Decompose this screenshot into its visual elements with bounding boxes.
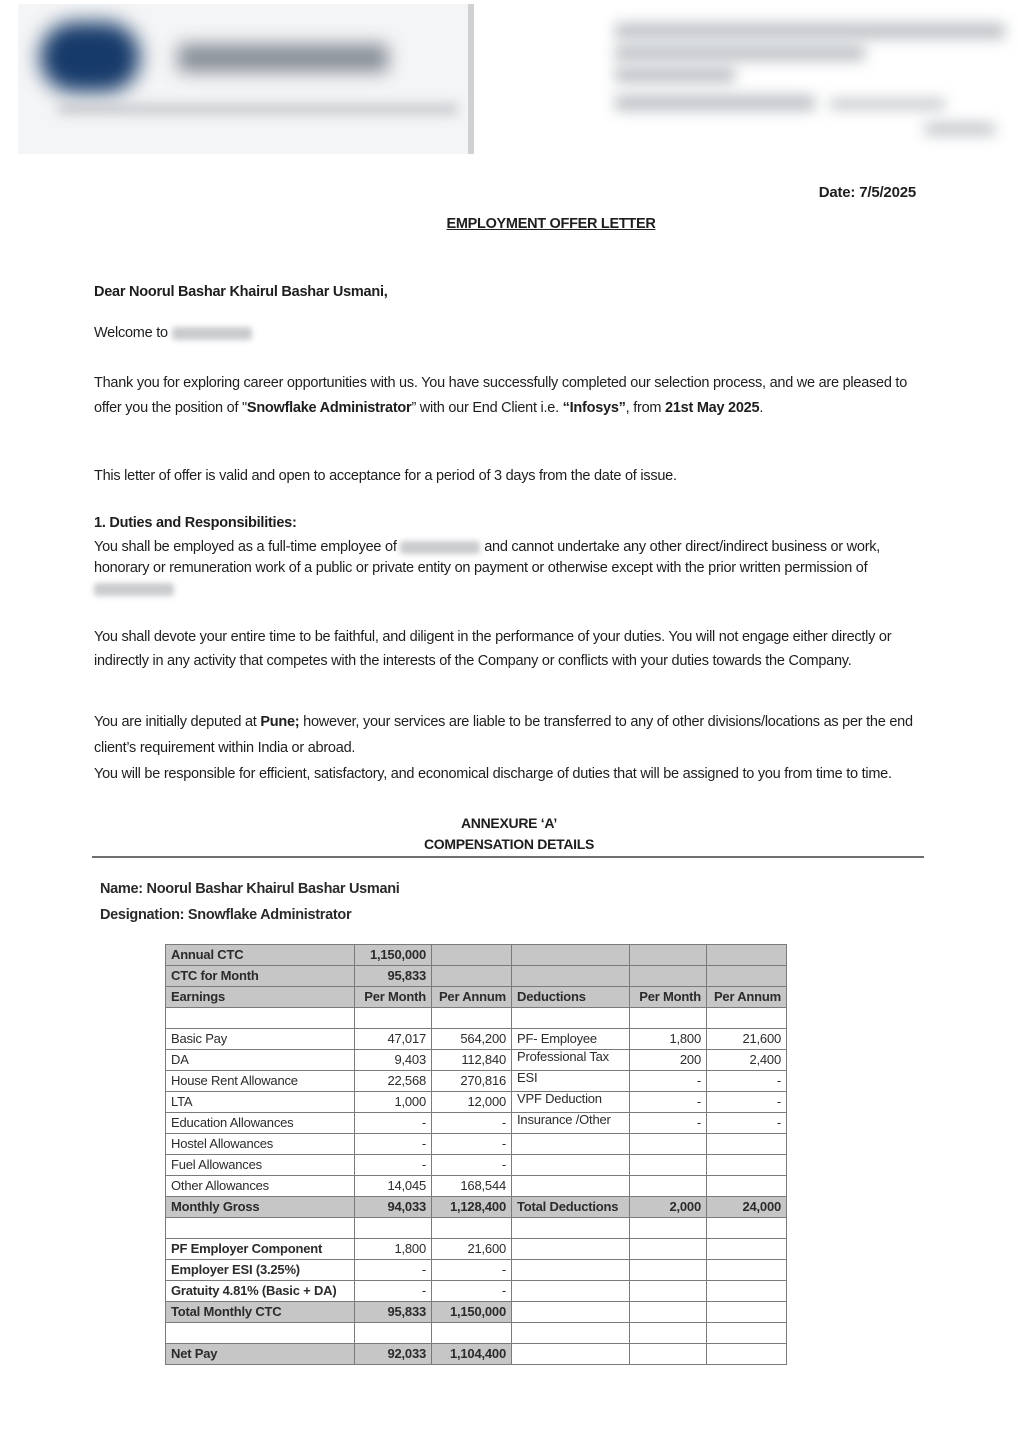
table-cell bbox=[512, 1218, 630, 1239]
table-cell bbox=[512, 1344, 630, 1365]
table-cell bbox=[355, 1323, 432, 1344]
table-cell bbox=[707, 966, 787, 987]
table-cell bbox=[512, 1302, 630, 1323]
amount-cell: - bbox=[355, 1134, 432, 1155]
earnings-row bbox=[166, 1134, 787, 1155]
table-cell bbox=[512, 1323, 630, 1344]
employer-component-label: PF Employer Component bbox=[166, 1239, 355, 1260]
amount-cell: 112,840 bbox=[432, 1050, 512, 1071]
amount-cell bbox=[707, 1155, 787, 1176]
logo-wordmark-redacted bbox=[178, 44, 388, 72]
net-pay-label: Net Pay bbox=[166, 1344, 355, 1365]
total-deductions-label: Total Deductions bbox=[512, 1197, 630, 1218]
table-cell bbox=[630, 1323, 707, 1344]
employer-row bbox=[166, 1239, 787, 1260]
deduction-label: Insurance /Other bbox=[512, 1113, 630, 1134]
amount-cell bbox=[630, 1155, 707, 1176]
logo-icon bbox=[40, 22, 140, 92]
amount-cell: 1,800 bbox=[355, 1239, 432, 1260]
table-cell bbox=[707, 1218, 787, 1239]
ctc-month-label: CTC for Month bbox=[166, 966, 355, 987]
amount-cell: 1,000 bbox=[355, 1092, 432, 1113]
table-cell bbox=[432, 1008, 512, 1029]
deduction-label bbox=[512, 1155, 630, 1176]
table-cell bbox=[432, 1323, 512, 1344]
ctc-month-row bbox=[166, 966, 787, 987]
earnings-row bbox=[166, 1050, 787, 1071]
amount-cell: 12,000 bbox=[432, 1092, 512, 1113]
total-monthly-ctc-row bbox=[166, 1302, 787, 1323]
total-amount: 24,000 bbox=[707, 1197, 787, 1218]
letter-date: Date: 7/5/2025 bbox=[818, 184, 916, 201]
amount-cell: - bbox=[432, 1260, 512, 1281]
column-header: Per Annum bbox=[432, 987, 512, 1008]
amount-cell: - bbox=[432, 1281, 512, 1302]
amount-cell: - bbox=[630, 1113, 707, 1134]
welcome-line: Welcome to bbox=[94, 321, 914, 346]
logo-tagline-redacted bbox=[58, 104, 458, 114]
column-header: Earnings bbox=[166, 987, 355, 1008]
earnings-row bbox=[166, 1071, 787, 1092]
amount-cell: - bbox=[355, 1281, 432, 1302]
table-cell bbox=[166, 1218, 355, 1239]
employer-row bbox=[166, 1260, 787, 1281]
earning-label: House Rent Allowance bbox=[166, 1071, 355, 1092]
amount-cell: 14,045 bbox=[355, 1176, 432, 1197]
amount-cell: - bbox=[707, 1071, 787, 1092]
table-cell bbox=[630, 1260, 707, 1281]
annexure-subtitle: COMPENSATION DETAILS bbox=[423, 836, 595, 852]
amount-cell bbox=[630, 1134, 707, 1155]
total-amount: 94,033 bbox=[355, 1197, 432, 1218]
header-row bbox=[166, 987, 787, 1008]
column-header: Per Month bbox=[355, 987, 432, 1008]
salutation: Dear Noorul Bashar Khairul Bashar Usmani, bbox=[94, 284, 388, 300]
table-cell bbox=[355, 1008, 432, 1029]
earning-label: LTA bbox=[166, 1092, 355, 1113]
table-cell bbox=[512, 1260, 630, 1281]
amount-cell bbox=[707, 1134, 787, 1155]
amount-cell: 22,568 bbox=[355, 1071, 432, 1092]
total-amount: 1,128,400 bbox=[432, 1197, 512, 1218]
table-cell bbox=[707, 1260, 787, 1281]
earnings-row bbox=[166, 1092, 787, 1113]
employee-name: Name: Noorul Bashar Khairul Bashar Usmani bbox=[100, 881, 400, 897]
amount-cell bbox=[707, 1176, 787, 1197]
earning-label: Education Allowances bbox=[166, 1113, 355, 1134]
amount-cell: - bbox=[630, 1071, 707, 1092]
amount-cell: - bbox=[707, 1092, 787, 1113]
total-monthly-ctc-annum: 1,150,000 bbox=[432, 1302, 512, 1323]
compensation-table bbox=[165, 944, 787, 1365]
company-name-redacted bbox=[94, 583, 174, 596]
annexure-title: ANNEXURE ‘A’ bbox=[461, 815, 557, 831]
table-cell bbox=[432, 945, 512, 966]
net-pay-row bbox=[166, 1344, 787, 1365]
table-cell bbox=[432, 1218, 512, 1239]
earning-label: Hostel Allowances bbox=[166, 1134, 355, 1155]
amount-cell: - bbox=[630, 1092, 707, 1113]
position-title: Snowflake Administrator bbox=[246, 400, 412, 416]
monthly-gross-row bbox=[166, 1197, 787, 1218]
amount-cell: 168,544 bbox=[432, 1176, 512, 1197]
table-cell bbox=[355, 1218, 432, 1239]
section-heading-duties: 1. Duties and Responsibilities: bbox=[94, 515, 297, 531]
letter-title: EMPLOYMENT OFFER LETTER bbox=[446, 216, 656, 232]
company-address-redacted bbox=[615, 15, 1010, 145]
total-monthly-ctc-label: Total Monthly CTC bbox=[166, 1302, 355, 1323]
amount-cell: - bbox=[355, 1155, 432, 1176]
amount-cell: 47,017 bbox=[355, 1029, 432, 1050]
deduction-label bbox=[512, 1176, 630, 1197]
net-pay-annum: 1,104,400 bbox=[432, 1344, 512, 1365]
amount-cell: 200 bbox=[630, 1050, 707, 1071]
table-cell bbox=[630, 1344, 707, 1365]
table-cell bbox=[707, 1302, 787, 1323]
table-cell bbox=[630, 1218, 707, 1239]
annual-ctc-label: Annual CTC bbox=[166, 945, 355, 966]
amount-cell: 2,400 bbox=[707, 1050, 787, 1071]
table-cell bbox=[512, 1239, 630, 1260]
responsibility-paragraph: You will be responsible for efficient, satisfactory, and economical discharge of duties that will be assigned to you from time to time. bbox=[94, 766, 892, 782]
divider bbox=[92, 856, 924, 858]
table-cell bbox=[512, 966, 630, 987]
earnings-row bbox=[166, 1113, 787, 1134]
employer-row bbox=[166, 1281, 787, 1302]
amount-cell: 21,600 bbox=[432, 1239, 512, 1260]
spacer-row bbox=[166, 1008, 787, 1029]
employer-component-label: Gratuity 4.81% (Basic + DA) bbox=[166, 1281, 355, 1302]
earnings-row bbox=[166, 1176, 787, 1197]
table-cell bbox=[512, 945, 630, 966]
column-header: Deductions bbox=[512, 987, 630, 1008]
table-cell bbox=[630, 1008, 707, 1029]
amount-cell: - bbox=[355, 1113, 432, 1134]
ctc-month-value: 95,833 bbox=[355, 966, 432, 987]
client-name: “Infosys” bbox=[562, 400, 626, 416]
deduction-label: VPF Deduction bbox=[512, 1092, 630, 1113]
amount-cell: - bbox=[432, 1155, 512, 1176]
annual-ctc-row bbox=[166, 945, 787, 966]
column-header: Per Annum bbox=[707, 987, 787, 1008]
table-cell bbox=[630, 945, 707, 966]
devotion-paragraph: You shall devote your entire time to be faithful, and diligent in the performance of your duties. You will not engage either directly or indirectly in any activity that competes with the interests of the Company or conflicts with your duties towards the Company. bbox=[94, 629, 892, 669]
total-monthly-ctc-month: 95,833 bbox=[355, 1302, 432, 1323]
start-date: 21st May 2025 bbox=[665, 400, 760, 416]
amount-cell: - bbox=[432, 1134, 512, 1155]
net-pay-month: 92,033 bbox=[355, 1344, 432, 1365]
table-cell bbox=[432, 966, 512, 987]
duties-paragraph: You shall be employed as a full-time employee of and cannot undertake any other direct/indirect business or work, honorary or remuneration work of a public or private entity on payment or otherwise except with the prior written permission of bbox=[94, 537, 914, 600]
intro-paragraph: Thank you for exploring career opportunities with us. You have successfully completed our selection process, and we are pleased to offer you the position of "Snowflake Administrator” with our End Client i.e. “Infosys”, from 21st May 2025. bbox=[94, 375, 908, 416]
earning-label: Fuel Allowances bbox=[166, 1155, 355, 1176]
table-cell bbox=[707, 1239, 787, 1260]
deduction-label: ESI bbox=[512, 1071, 630, 1092]
total-amount: 2,000 bbox=[630, 1197, 707, 1218]
table-cell bbox=[630, 1239, 707, 1260]
earning-label: DA bbox=[166, 1050, 355, 1071]
amount-cell: - bbox=[355, 1260, 432, 1281]
amount-cell: 9,403 bbox=[355, 1050, 432, 1071]
amount-cell: 21,600 bbox=[707, 1029, 787, 1050]
spacer-row bbox=[166, 1323, 787, 1344]
table-cell bbox=[707, 1281, 787, 1302]
amount-cell: - bbox=[707, 1113, 787, 1134]
column-header: Per Month bbox=[630, 987, 707, 1008]
location: Pune; bbox=[260, 714, 300, 730]
earning-label: Basic Pay bbox=[166, 1029, 355, 1050]
employer-component-label: Employer ESI (3.25%) bbox=[166, 1260, 355, 1281]
earning-label: Other Allowances bbox=[166, 1176, 355, 1197]
table-cell bbox=[166, 1008, 355, 1029]
table-cell bbox=[630, 1281, 707, 1302]
annual-ctc-value: 1,150,000 bbox=[355, 945, 432, 966]
company-name-redacted bbox=[400, 541, 480, 554]
table-cell bbox=[707, 945, 787, 966]
table-cell bbox=[630, 966, 707, 987]
table-cell bbox=[512, 1281, 630, 1302]
amount-cell bbox=[630, 1176, 707, 1197]
table-cell bbox=[707, 1008, 787, 1029]
deduction-label: PF- Employee bbox=[512, 1029, 630, 1050]
deputation-paragraph: You are initially deputed at Pune; however, your services are liable to be transferred to any of other divisions/locations as per the end client’s requirement within India or abroad. bbox=[94, 714, 913, 756]
spacer-row bbox=[166, 1218, 787, 1239]
earnings-row bbox=[166, 1155, 787, 1176]
company-name-redacted bbox=[172, 327, 252, 340]
table-cell bbox=[630, 1302, 707, 1323]
amount-cell: - bbox=[432, 1113, 512, 1134]
table-cell bbox=[707, 1323, 787, 1344]
table-cell bbox=[707, 1344, 787, 1365]
deduction-label bbox=[512, 1134, 630, 1155]
earnings-row bbox=[166, 1029, 787, 1050]
validity-paragraph: This letter of offer is valid and open to acceptance for a period of 3 days from the date of issue. bbox=[94, 468, 677, 484]
table-cell bbox=[166, 1323, 355, 1344]
amount-cell: 270,816 bbox=[432, 1071, 512, 1092]
table-cell bbox=[512, 1008, 630, 1029]
amount-cell: 564,200 bbox=[432, 1029, 512, 1050]
employee-designation: Designation: Snowflake Administrator bbox=[100, 907, 352, 923]
company-logo-redacted bbox=[18, 4, 474, 154]
deduction-label: Professional Tax bbox=[512, 1050, 630, 1071]
amount-cell: 1,800 bbox=[630, 1029, 707, 1050]
monthly-gross-label: Monthly Gross bbox=[166, 1197, 355, 1218]
